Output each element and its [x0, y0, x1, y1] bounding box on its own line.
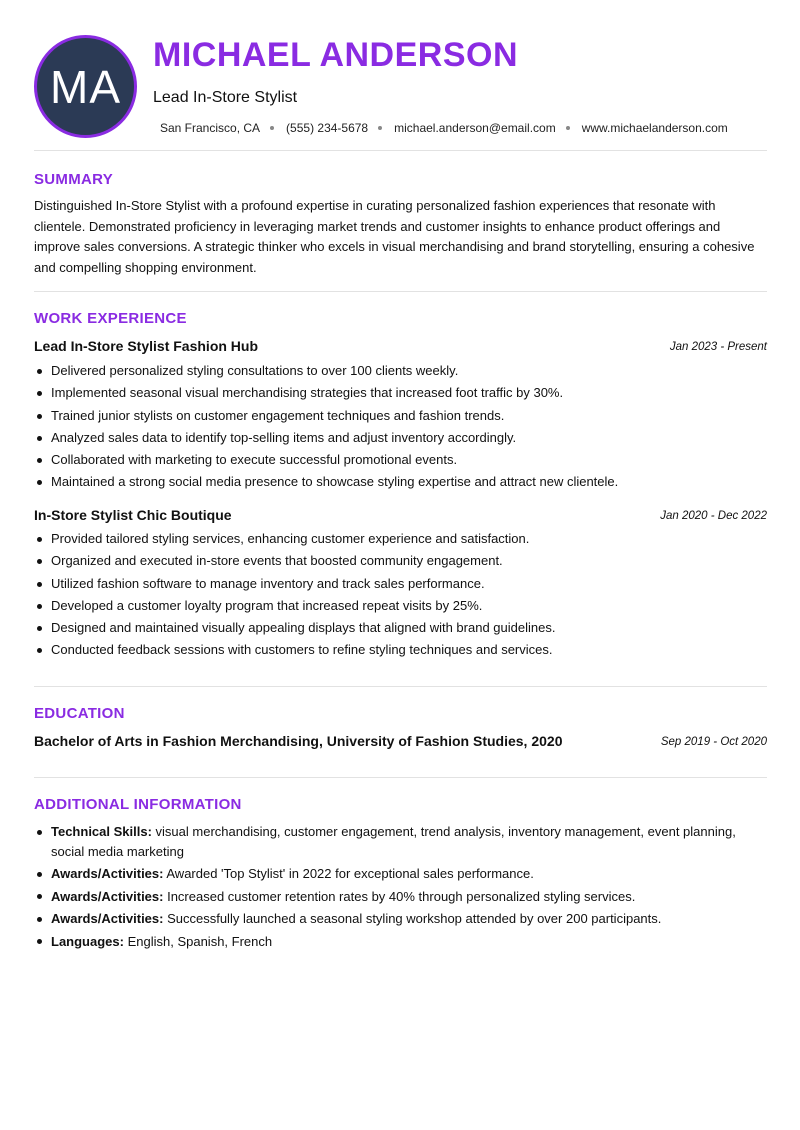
contact-phone: (555) 234-5678: [286, 121, 369, 135]
job-dates: Jan 2023 - Present: [669, 341, 767, 353]
list-item: Provided tailored styling services, enhancing customer experience and satisfaction.: [34, 528, 767, 550]
contact-line: [160, 121, 728, 135]
job-dates: Jan 2020 - Dec 2022: [660, 510, 767, 522]
additional-info-list: [34, 822, 767, 954]
job-heading: In-Store Stylist Chic Boutique: [34, 507, 232, 523]
info-label: Awards/Activities:: [51, 911, 164, 926]
list-item: [34, 887, 767, 907]
job-heading: Lead In-Store Stylist Fashion Hub: [34, 338, 259, 354]
info-label: Technical Skills:: [51, 824, 152, 839]
info-text: Awarded 'Top Stylist' in 2022 for exceptional sales performance.: [163, 866, 534, 881]
list-item: Organized and executed in-store events that boosted community engagement.: [34, 550, 767, 572]
info-text: visual merchandising, customer engagement, trend analysis, inventory management, event planning, social media marketing: [51, 824, 736, 859]
separator-dot-icon: [378, 126, 382, 130]
list-item: Designed and maintained visually appealing displays that aligned with brand guidelines.: [34, 617, 767, 639]
avatar: [34, 35, 137, 138]
list-item: [34, 864, 767, 884]
list-item: [34, 909, 767, 929]
list-item: Conducted feedback sessions with customers to refine styling techniques and services.: [34, 639, 767, 661]
divider: [34, 686, 767, 687]
education-dates: Sep 2019 - Oct 2020: [660, 736, 767, 748]
candidate-name: MICHAEL ANDERSON: [153, 36, 519, 74]
list-item: Analyzed sales data to identify top-selling items and adjust inventory accordingly.: [34, 427, 767, 449]
job-bullets: [34, 360, 767, 494]
divider: [34, 150, 767, 151]
divider: [34, 777, 767, 778]
section-title-additional: ADDITIONAL INFORMATION: [34, 796, 242, 813]
list-item: Implemented seasonal visual merchandising strategies that increased foot traffic by 30%.: [34, 382, 767, 404]
list-item: Utilized fashion software to manage inventory and track sales performance.: [34, 573, 767, 595]
list-item: Collaborated with marketing to execute successful promotional events.: [34, 449, 767, 471]
separator-dot-icon: [270, 126, 274, 130]
list-item: Developed a customer loyalty program that increased repeat visits by 25%.: [34, 595, 767, 617]
separator-dot-icon: [566, 126, 570, 130]
info-text: English, Spanish, French: [123, 933, 273, 949]
avatar-initials: MA: [50, 60, 121, 113]
list-item: [34, 932, 767, 952]
info-text: Increased customer retention rates by 40% through personalized styling services.: [163, 888, 636, 904]
contact-location: San Francisco, CA: [160, 121, 261, 135]
info-label: Languages:: [51, 933, 124, 949]
info-label: Awards/Activities:: [51, 866, 164, 881]
list-item: [34, 822, 767, 861]
contact-website[interactable]: www.michaelanderson.com: [581, 121, 728, 135]
info-text: Successfully launched a seasonal styling workshop attended by over 200 participants.: [163, 911, 662, 926]
education-degree: Bachelor of Arts in Fashion Merchandising, University of Fashion Studies, 2020: [34, 733, 563, 749]
job-bullets: [34, 528, 767, 662]
list-item: Maintained a strong social media presence to showcase styling expertise and attract new clientele.: [34, 471, 767, 493]
summary-text: Distinguished In-Store Stylist with a profound expertise in curating personalized fashion experiences that resonate with clientele. Demonstrated proficiency in leveraging market trends and customer insights to enhance product offerings and improve sales conversions. A strategic thinker who excels in visual merchandising and brand storytelling, ensuring a cohesive and compelling shopping environment.: [34, 198, 755, 275]
list-item: Delivered personalized styling consultations to over 100 clients weekly.: [34, 360, 767, 382]
divider: [34, 291, 767, 292]
info-label: Awards/Activities:: [51, 888, 164, 904]
section-title-education: EDUCATION: [34, 705, 125, 722]
section-title-summary: SUMMARY: [34, 171, 114, 188]
list-item: Trained junior stylists on customer engagement techniques and fashion trends.: [34, 405, 767, 427]
section-title-experience: WORK EXPERIENCE: [34, 310, 187, 327]
contact-email[interactable]: michael.anderson@email.com: [394, 121, 556, 135]
candidate-role: Lead In-Store Stylist: [153, 89, 298, 106]
